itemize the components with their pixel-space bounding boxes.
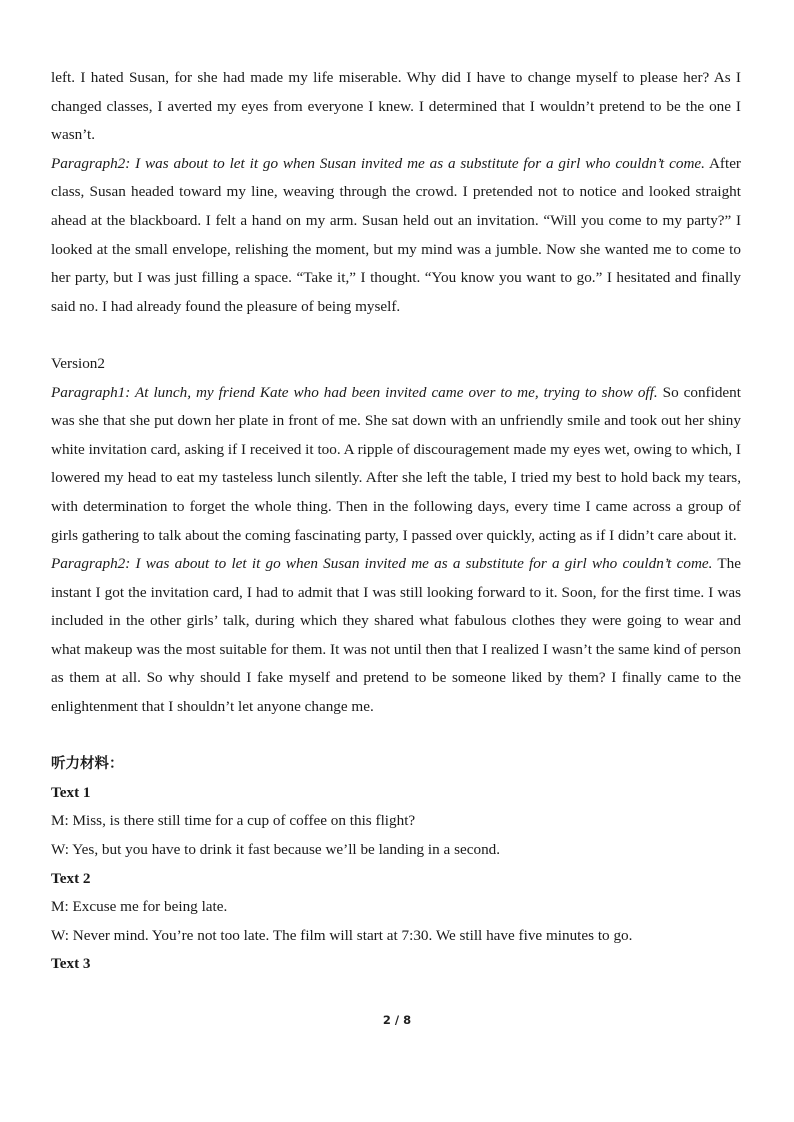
version2-heading: Version2 [51, 354, 105, 372]
spacer [51, 722, 741, 751]
text-title: Text 3 [51, 955, 91, 973]
text-title: Text 1 [51, 783, 91, 801]
version1-paragraph1-continuation: left. I hated Susan, for she had made my life miserable. Why did I have to change myself to please her? As I changed classes, I averted my eyes from everyone I knew. I determined that I wouldn’t pretend to be the one I wasn’t. [51, 69, 741, 144]
version2-paragraph1 [51, 379, 741, 551]
paragraph-text: So confident was she that she put down her plate in front of me. She sat down with an unfriendly smile and took out her shiny white invitation card, asking if I received it too. A ripple of discouragement made my eyes wet, owing to which, I lowered my head to eat my tasteless lunch silently. After she left the table, I tried my best to hold back my tears, with determination to forget the whole thing. Then in the following days, every time I came across a group of girls gathering to talk about the coming fascinating party, I passed over quickly, acting as if I didn’t care about it. [51, 383, 741, 544]
text-title: Text 2 [51, 869, 91, 887]
paragraph-text: After class, Susan headed toward my line, weaving through the crowd. I pretended not to notice and looked straight ahead at the blackboard. I felt a hand on my arm. Susan held out an invitation. “Will you come to my party?” I looked at the small envelope, relishing the moment, but my mind was a jumble. Now she wanted me to come to her party, but I was just filling a space. “Take it,” I thought. “You know you want to go.” I hesitated and finally said no. I had already found the pleasure of being myself. [51, 154, 741, 315]
paragraph-label: Paragraph1: At lunch, my friend Kate who had been invited came over to me, trying to show off. [51, 383, 658, 401]
listening-heading: 听力材料： [51, 756, 124, 773]
paragraph-label: Paragraph2: I was about to let it go when Susan invited me as a substitute for a girl who couldn’t come. [51, 555, 713, 573]
page-number: 2 / 8 [382, 1013, 412, 1027]
document-body [51, 64, 741, 979]
paragraph-label: Paragraph2: I was about to let it go when Susan invited me as a substitute for a girl who couldn’t come. [51, 154, 705, 172]
dialogue-line: M: Miss, is there still time for a cup of coffee on this flight? [51, 812, 416, 830]
dialogue-line: W: Never mind. You’re not too late. The film will start at 7:30. We still have five minutes to go. [51, 926, 633, 944]
spacer [51, 321, 741, 350]
dialogue-line: M: Excuse me for being late. [51, 898, 228, 916]
version2-paragraph2 [51, 550, 741, 722]
version1-paragraph2 [51, 150, 741, 322]
paragraph-text: The instant I got the invitation card, I had to admit that I was still looking forward to it. Soon, for the first time. I was included in the other girls’ talk, during which they shared what fabulous clothes they were going to wear and what makeup was the most suitable for them. It was not until then that I realized I wasn’t the same kind of person as them at all. So why should I fake myself and pretend to be someone liked by them? I finally came to the enlightenment that I shouldn’t let anyone change me. [51, 555, 741, 716]
dialogue-line: W: Yes, but you have to drink it fast because we’ll be landing in a second. [51, 841, 501, 859]
